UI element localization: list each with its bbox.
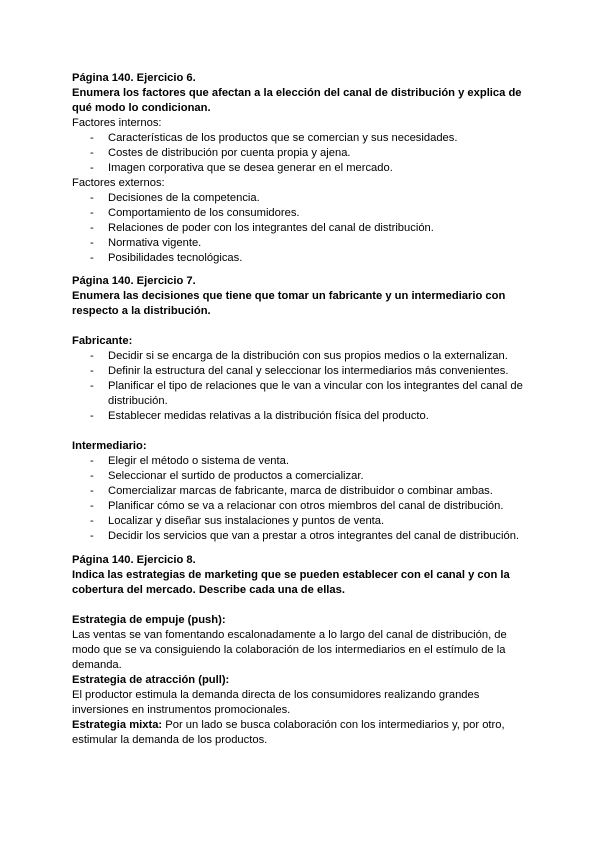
push-strategy-text: Las ventas se van fomentando escalonadamente a lo largo del canal de distribución, de modo que se va consiguiendo la colaboración de los intermediarios en el estímulo de la demanda. xyxy=(72,629,507,671)
list-item: - Comportamiento de los consumidores. xyxy=(72,206,532,221)
exercise-6-question: Enumera los factores que afectan a la elección del canal de distribución y explica de qué modo lo condicionan. xyxy=(72,87,522,114)
exercise-8-question: Indica las estrategias de marketing que se pueden establecer con el canal y con la cobertura del mercado. Describe cada una de ellas. xyxy=(72,569,510,596)
list-item: - Elegir el método o sistema de venta. xyxy=(72,454,532,469)
exercise-7-question: Enumera las decisiones que tiene que tomar un fabricante y un intermediario con respecto a la distribución. xyxy=(72,290,506,317)
mixed-strategy-heading: Estrategia mixta: xyxy=(72,719,163,731)
external-factors-heading: Factores externos: xyxy=(72,177,165,189)
list-item: - Características de los productos que se comercian y sus necesidades. xyxy=(72,131,532,146)
internal-factors-heading: Factores internos: xyxy=(72,117,162,129)
list-item: - Planificar el tipo de relaciones que le van a vincular con los integrantes del canal de distribución. xyxy=(72,379,532,409)
intermediary-heading: Intermediario: xyxy=(72,440,147,452)
external-factors-list xyxy=(72,191,532,266)
list-item: - Decisiones de la competencia. xyxy=(72,191,532,206)
exercise-8 xyxy=(72,553,532,748)
pull-strategy-text: El productor estimula la demanda directa de los consumidores realizando grandes inversiones en instrumentos promocionales. xyxy=(72,689,480,716)
list-item: - Imagen corporativa que se desea generar en el mercado. xyxy=(72,161,532,176)
exercise-6-page-ref: Página 140. Ejercicio 6. xyxy=(72,72,196,84)
list-item: - Localizar y diseñar sus instalaciones y puntos de venta. xyxy=(72,514,532,529)
mixed-strategy-paragraph xyxy=(72,718,532,748)
exercise-6 xyxy=(72,71,532,266)
list-item: - Costes de distribución por cuenta propia y ajena. xyxy=(72,146,532,161)
exercise-7-page-ref: Página 140. Ejercicio 7. xyxy=(72,275,196,287)
exercise-7 xyxy=(72,274,532,544)
list-item: - Establecer medidas relativas a la distribución física del producto. xyxy=(72,409,532,424)
pull-strategy-heading: Estrategia de atracción (pull): xyxy=(72,674,230,686)
push-strategy-heading: Estrategia de empuje (push): xyxy=(72,614,226,626)
manufacturer-list xyxy=(72,349,532,424)
mixed-strategy-text: Por un lado se busca colaboración con los intermediarios y, por otro, estimular la demanda de los productos. xyxy=(72,719,505,746)
list-item: - Posibilidades tecnológicas. xyxy=(72,251,532,266)
list-item: - Normativa vigente. xyxy=(72,236,532,251)
list-item: - Decidir si se encarga de la distribución con sus propios medios o la externalizan. xyxy=(72,349,532,364)
intermediary-list xyxy=(72,454,532,544)
manufacturer-heading: Fabricante: xyxy=(72,335,133,347)
list-item: - Seleccionar el surtido de productos a comercializar. xyxy=(72,469,532,484)
list-item: - Comercializar marcas de fabricante, marca de distribuidor o combinar ambas. xyxy=(72,484,532,499)
list-item: - Relaciones de poder con los integrantes del canal de distribución. xyxy=(72,221,532,236)
internal-factors-list xyxy=(72,131,532,176)
list-item: - Decidir los servicios que van a prestar a otros integrantes del canal de distribución. xyxy=(72,529,532,544)
document-page xyxy=(72,71,532,748)
exercise-8-page-ref: Página 140. Ejercicio 8. xyxy=(72,554,196,566)
list-item: - Definir la estructura del canal y seleccionar los intermediarios más convenientes. xyxy=(72,364,532,379)
list-item: - Planificar cómo se va a relacionar con otros miembros del canal de distribución. xyxy=(72,499,532,514)
